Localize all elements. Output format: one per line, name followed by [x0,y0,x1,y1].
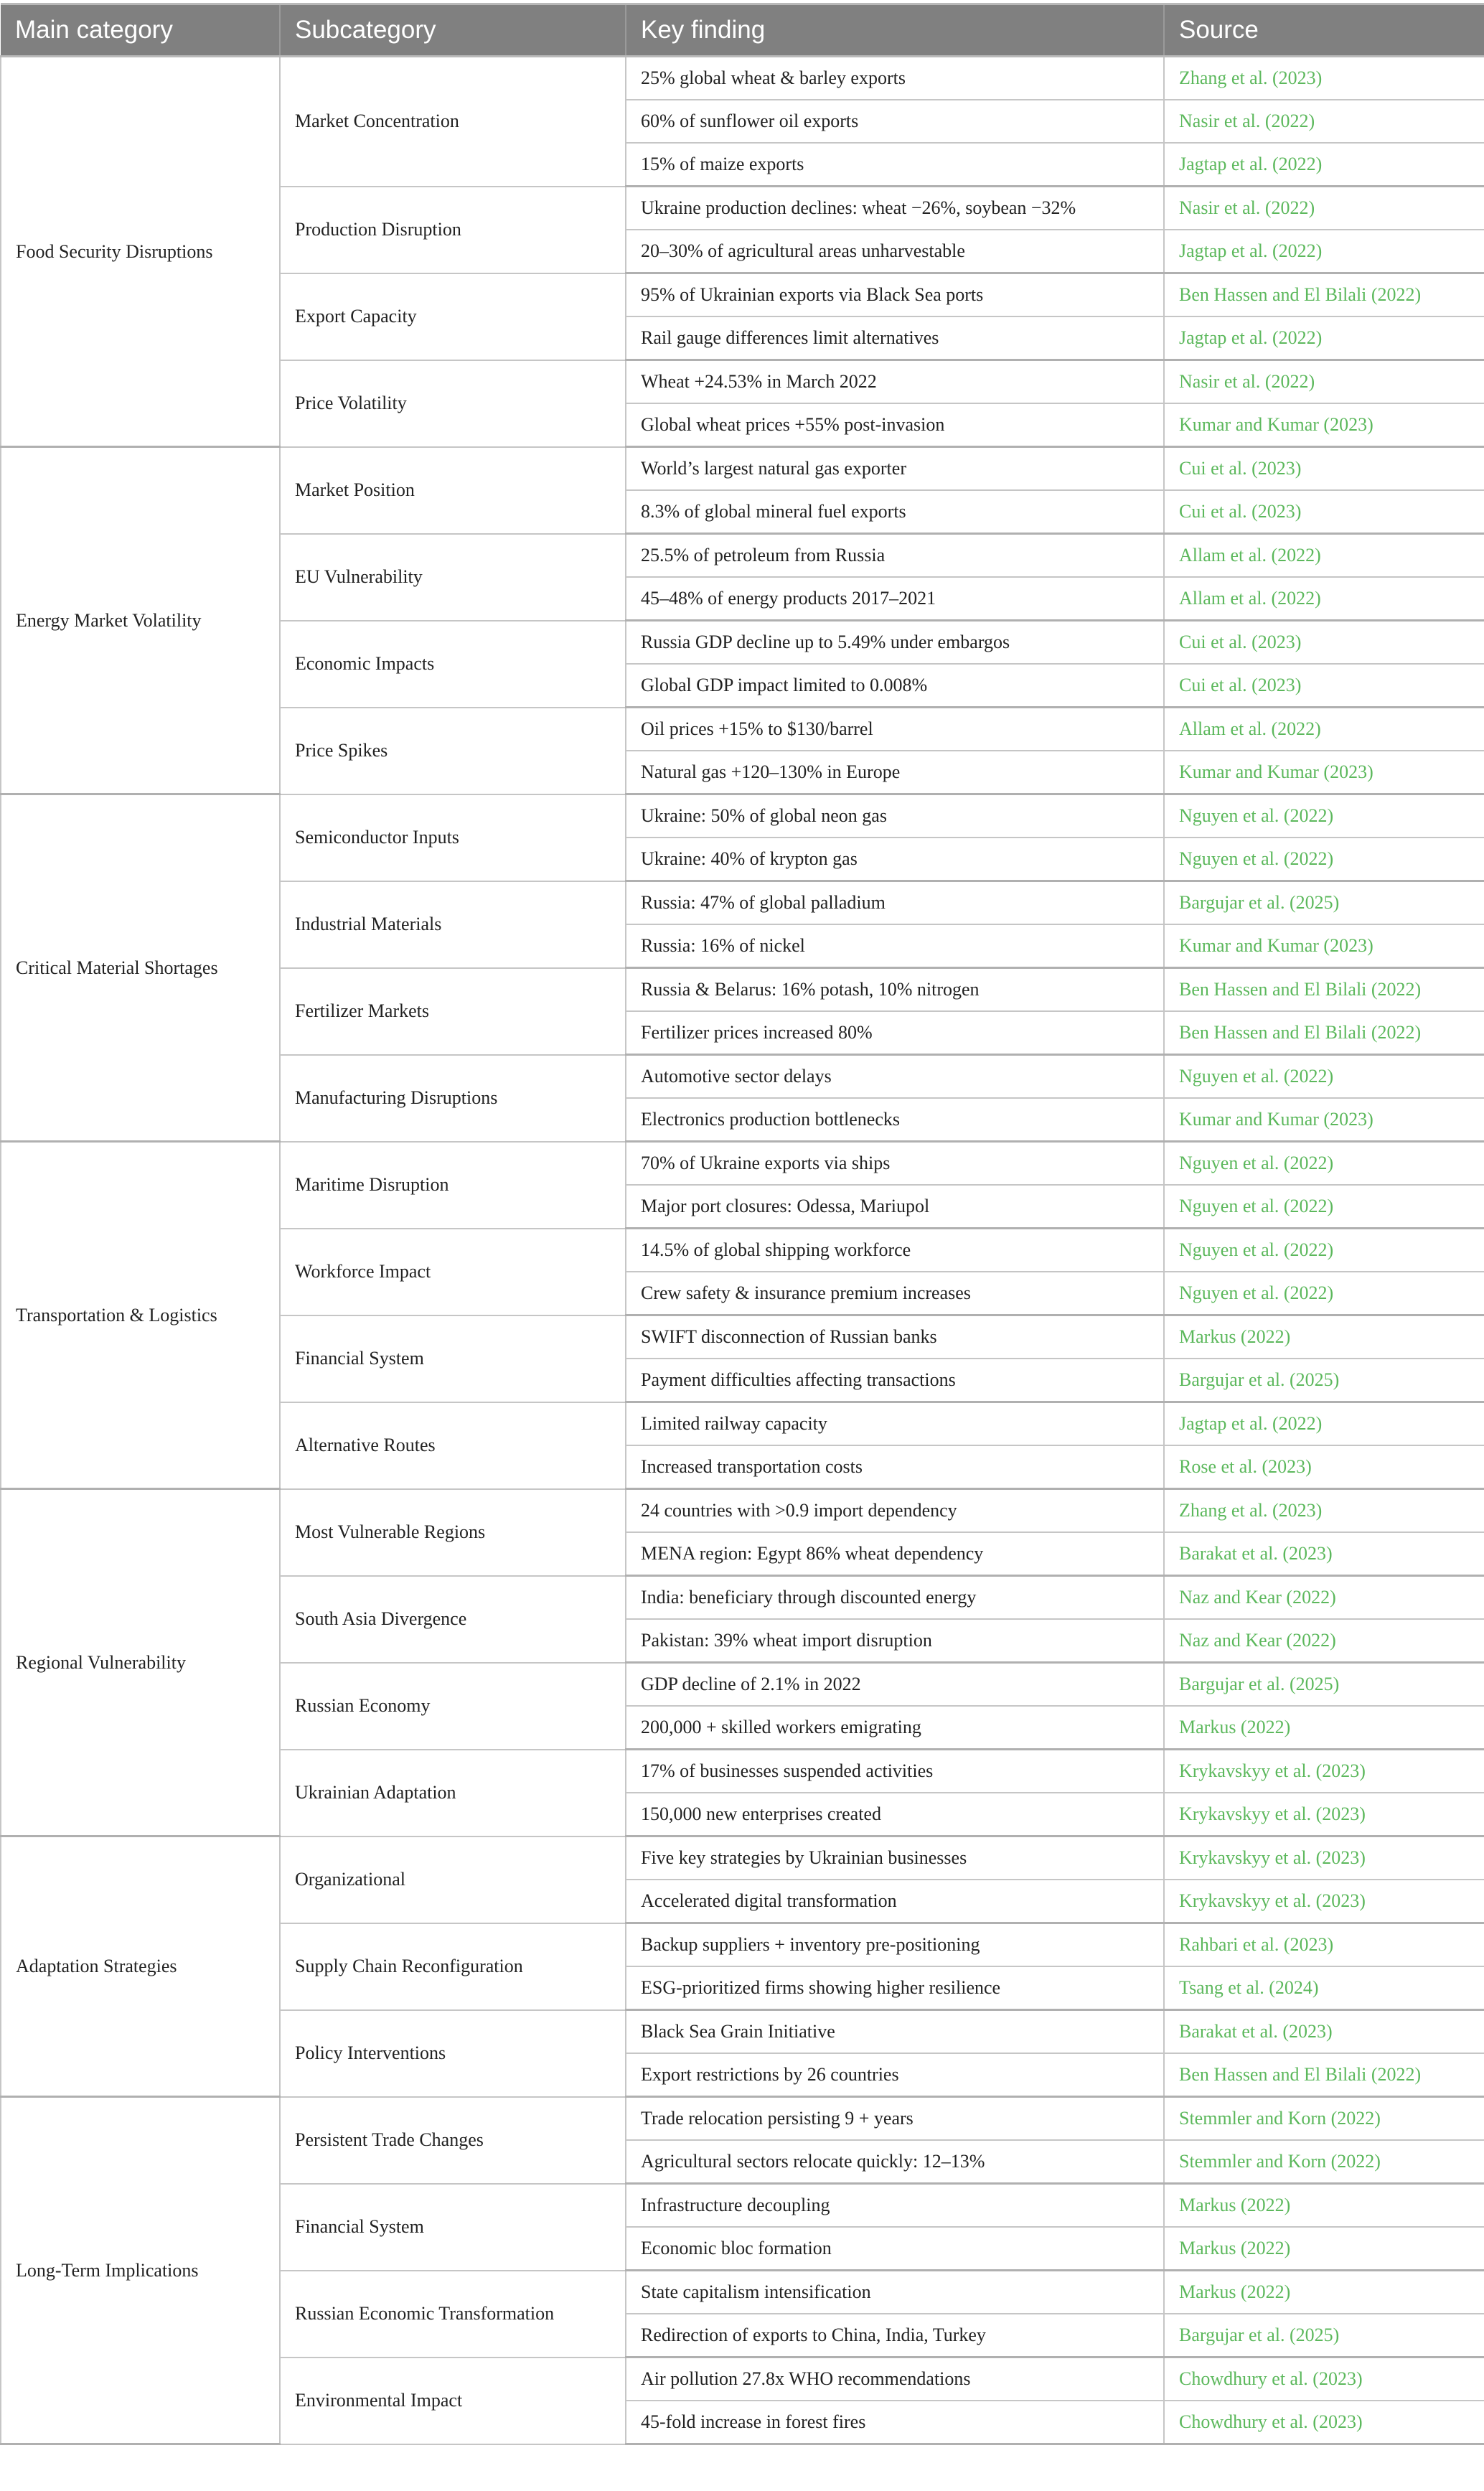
source-link[interactable]: Tsang et al. (2024) [1164,1966,1484,2010]
subcategory-cell: Persistent Trade Changes [280,2097,626,2184]
key-finding-cell: Limited railway capacity [626,1402,1164,1446]
source-link[interactable]: Nguyen et al. (2022) [1164,794,1484,838]
subcategory-cell: Alternative Routes [280,1402,626,1489]
subcategory-cell: Supply Chain Reconfiguration [280,1923,626,2010]
main-category-cell: Regional Vulnerability [1,1489,280,1836]
key-finding-cell: Redirection of exports to China, India, Turkey [626,2314,1164,2358]
table-row [1,794,1484,838]
subcategory-cell: Industrial Materials [280,881,626,968]
key-finding-cell: Air pollution 27.8x WHO recommendations [626,2358,1164,2401]
subcategory-cell: Price Volatility [280,360,626,447]
main-category-cell: Food Security Disruptions [1,57,280,447]
source-link[interactable]: Krykavskyy et al. (2023) [1164,1793,1484,1836]
key-finding-cell: Economic bloc formation [626,2227,1164,2271]
source-link[interactable]: Jagtap et al. (2022) [1164,230,1484,273]
source-link[interactable]: Cui et al. (2023) [1164,490,1484,534]
source-link[interactable]: Zhang et al. (2023) [1164,1489,1484,1533]
key-finding-cell: 150,000 new enterprises created [626,1793,1164,1836]
source-link[interactable]: Nasir et al. (2022) [1164,100,1484,143]
source-link[interactable]: Stemmler and Korn (2022) [1164,2097,1484,2141]
source-link[interactable]: Krykavskyy et al. (2023) [1164,1836,1484,1880]
subcategory-cell: Semiconductor Inputs [280,794,626,881]
subcategory-cell: Production Disruption [280,187,626,273]
source-link[interactable]: Nguyen et al. (2022) [1164,1229,1484,1272]
subcategory-cell: South Asia Divergence [280,1576,626,1663]
source-link[interactable]: Nguyen et al. (2022) [1164,838,1484,881]
key-finding-cell: Russia: 47% of global palladium [626,881,1164,925]
source-link[interactable]: Nguyen et al. (2022) [1164,1142,1484,1186]
source-link[interactable]: Chowdhury et al. (2023) [1164,2401,1484,2444]
table-row [1,447,1484,491]
source-link[interactable]: Zhang et al. (2023) [1164,57,1484,100]
key-finding-cell: Black Sea Grain Initiative [626,2010,1164,2054]
main-category-cell: Energy Market Volatility [1,447,280,794]
source-link[interactable]: Ben Hassen and El Bilali (2022) [1164,273,1484,317]
key-finding-cell: ESG-prioritized firms showing higher resilience [626,1966,1164,2010]
key-finding-cell: Five key strategies by Ukrainian businesses [626,1836,1164,1880]
key-finding-cell: 200,000 + skilled workers emigrating [626,1706,1164,1750]
key-finding-cell: Electronics production bottlenecks [626,1098,1164,1142]
main-category-cell: Long-Term Implications [1,2097,280,2444]
key-finding-cell: India: beneficiary through discounted energy [626,1576,1164,1620]
key-finding-cell: Wheat +24.53% in March 2022 [626,360,1164,404]
subcategory-cell: Russian Economy [280,1663,626,1750]
key-finding-cell: Fertilizer prices increased 80% [626,1011,1164,1055]
subcategory-cell: Russian Economic Transformation [280,2271,626,2358]
key-finding-cell: 45-fold increase in forest fires [626,2401,1164,2444]
key-finding-cell: 45–48% of energy products 2017–2021 [626,577,1164,621]
header-key-finding: Key finding [626,4,1164,57]
table-row [1,57,1484,100]
source-link[interactable]: Bargujar et al. (2025) [1164,881,1484,925]
key-finding-cell: Major port closures: Odessa, Mariupol [626,1185,1164,1229]
subcategory-cell: Market Position [280,447,626,534]
subcategory-cell: Environmental Impact [280,2358,626,2444]
source-link[interactable]: Bargujar et al. (2025) [1164,1663,1484,1707]
key-finding-cell: 25% global wheat & barley exports [626,57,1164,100]
key-finding-cell: Backup suppliers + inventory pre-positioning [626,1923,1164,1967]
key-finding-cell: Russia GDP decline up to 5.49% under embargos [626,621,1164,665]
key-finding-cell: 60% of sunflower oil exports [626,100,1164,143]
source-link[interactable]: Markus (2022) [1164,2271,1484,2314]
header-source: Source [1164,4,1484,57]
header-main-category: Main category [1,4,280,57]
key-finding-cell: Global wheat prices +55% post-invasion [626,403,1164,447]
key-finding-cell: Trade relocation persisting 9 + years [626,2097,1164,2141]
source-link[interactable]: Kumar and Kumar (2023) [1164,1098,1484,1142]
source-link[interactable]: Cui et al. (2023) [1164,621,1484,665]
source-link[interactable]: Kumar and Kumar (2023) [1164,751,1484,794]
key-finding-cell: Natural gas +120–130% in Europe [626,751,1164,794]
source-link[interactable]: Allam et al. (2022) [1164,708,1484,751]
subcategory-cell: Market Concentration [280,57,626,187]
source-link[interactable]: Rahbari et al. (2023) [1164,1923,1484,1967]
key-finding-cell: Rail gauge differences limit alternatives [626,316,1164,360]
source-link[interactable]: Barakat et al. (2023) [1164,1532,1484,1576]
key-finding-cell: State capitalism intensification [626,2271,1164,2314]
source-link[interactable]: Nasir et al. (2022) [1164,187,1484,230]
source-link[interactable]: Ben Hassen and El Bilali (2022) [1164,1011,1484,1055]
source-link[interactable]: Rose et al. (2023) [1164,1445,1484,1489]
subcategory-cell: Ukrainian Adaptation [280,1750,626,1836]
subcategory-cell: Export Capacity [280,273,626,360]
key-finding-cell: Ukraine: 50% of global neon gas [626,794,1164,838]
key-finding-cell: Agricultural sectors relocate quickly: 12–13% [626,2140,1164,2184]
source-link[interactable]: Stemmler and Korn (2022) [1164,2140,1484,2184]
source-link[interactable]: Naz and Kear (2022) [1164,1576,1484,1620]
subcategory-cell: Organizational [280,1836,626,1923]
subcategory-cell: Price Spikes [280,708,626,794]
table-header [1,4,1484,57]
subcategory-cell: EU Vulnerability [280,534,626,621]
key-finding-cell: Oil prices +15% to $130/barrel [626,708,1164,751]
source-link[interactable]: Krykavskyy et al. (2023) [1164,1750,1484,1793]
table-row [1,1142,1484,1186]
key-finding-cell: Crew safety & insurance premium increases [626,1272,1164,1315]
source-link[interactable]: Nguyen et al. (2022) [1164,1272,1484,1315]
source-link[interactable]: Kumar and Kumar (2023) [1164,403,1484,447]
source-link[interactable]: Ben Hassen and El Bilali (2022) [1164,968,1484,1012]
subcategory-cell: Fertilizer Markets [280,968,626,1055]
source-link[interactable]: Nasir et al. (2022) [1164,360,1484,404]
key-finding-cell: World’s largest natural gas exporter [626,447,1164,491]
table-row [1,2097,1484,2141]
key-finding-cell: Global GDP impact limited to 0.008% [626,664,1164,708]
source-link[interactable]: Cui et al. (2023) [1164,447,1484,491]
source-link[interactable]: Kumar and Kumar (2023) [1164,924,1484,968]
key-finding-cell: Increased transportation costs [626,1445,1164,1489]
key-finding-cell: GDP decline of 2.1% in 2022 [626,1663,1164,1707]
key-finding-cell: Ukraine: 40% of krypton gas [626,838,1164,881]
key-finding-cell: 20–30% of agricultural areas unharvestable [626,230,1164,273]
source-link[interactable]: Markus (2022) [1164,2227,1484,2271]
key-finding-cell: Ukraine production declines: wheat −26%, soybean −32% [626,187,1164,230]
source-link[interactable]: Markus (2022) [1164,1315,1484,1359]
source-link[interactable]: Jagtap et al. (2022) [1164,143,1484,187]
table-body [1,57,1484,2444]
subcategory-cell: Policy Interventions [280,2010,626,2097]
source-link[interactable]: Markus (2022) [1164,1706,1484,1750]
findings-table [0,3,1484,2445]
main-category-cell: Critical Material Shortages [1,794,280,1142]
source-link[interactable]: Nguyen et al. (2022) [1164,1055,1484,1099]
subcategory-cell: Financial System [280,1315,626,1402]
key-finding-cell: Russia: 16% of nickel [626,924,1164,968]
source-link[interactable]: Nguyen et al. (2022) [1164,1185,1484,1229]
source-link[interactable]: Allam et al. (2022) [1164,577,1484,621]
source-link[interactable]: Ben Hassen and El Bilali (2022) [1164,2053,1484,2097]
subcategory-cell: Most Vulnerable Regions [280,1489,626,1576]
key-finding-cell: 15% of maize exports [626,143,1164,187]
header-row [1,4,1484,57]
table-row [1,1489,1484,1533]
key-finding-cell: 70% of Ukraine exports via ships [626,1142,1164,1186]
key-finding-cell: 8.3% of global mineral fuel exports [626,490,1164,534]
main-category-cell: Transportation & Logistics [1,1142,280,1489]
subcategory-cell: Economic Impacts [280,621,626,708]
source-link[interactable]: Markus (2022) [1164,2184,1484,2228]
key-finding-cell: Russia & Belarus: 16% potash, 10% nitrogen [626,968,1164,1012]
subcategory-cell: Workforce Impact [280,1229,626,1315]
source-link[interactable]: Jagtap et al. (2022) [1164,1402,1484,1446]
subcategory-cell: Financial System [280,2184,626,2271]
key-finding-cell: MENA region: Egypt 86% wheat dependency [626,1532,1164,1576]
table-row [1,1836,1484,1880]
key-finding-cell: 95% of Ukrainian exports via Black Sea ports [626,273,1164,317]
source-link[interactable]: Cui et al. (2023) [1164,664,1484,708]
key-finding-cell: 14.5% of global shipping workforce [626,1229,1164,1272]
source-link[interactable]: Jagtap et al. (2022) [1164,316,1484,360]
key-finding-cell: SWIFT disconnection of Russian banks [626,1315,1164,1359]
source-link[interactable]: Bargujar et al. (2025) [1164,1359,1484,1402]
key-finding-cell: 25.5% of petroleum from Russia [626,534,1164,578]
key-finding-cell: Export restrictions by 26 countries [626,2053,1164,2097]
source-link[interactable]: Allam et al. (2022) [1164,534,1484,578]
header-subcategory: Subcategory [280,4,626,57]
key-finding-cell: Automotive sector delays [626,1055,1164,1099]
key-finding-cell: 17% of businesses suspended activities [626,1750,1164,1793]
key-finding-cell: Payment difficulties affecting transactions [626,1359,1164,1402]
subcategory-cell: Maritime Disruption [280,1142,626,1229]
key-finding-cell: Infrastructure decoupling [626,2184,1164,2228]
key-finding-cell: Pakistan: 39% wheat import disruption [626,1619,1164,1663]
key-finding-cell: 24 countries with >0.9 import dependency [626,1489,1164,1533]
source-link[interactable]: Bargujar et al. (2025) [1164,2314,1484,2358]
source-link[interactable]: Barakat et al. (2023) [1164,2010,1484,2054]
main-category-cell: Adaptation Strategies [1,1836,280,2097]
subcategory-cell: Manufacturing Disruptions [280,1055,626,1142]
key-finding-cell: Accelerated digital transformation [626,1880,1164,1923]
source-link[interactable]: Krykavskyy et al. (2023) [1164,1880,1484,1923]
source-link[interactable]: Chowdhury et al. (2023) [1164,2358,1484,2401]
source-link[interactable]: Naz and Kear (2022) [1164,1619,1484,1663]
